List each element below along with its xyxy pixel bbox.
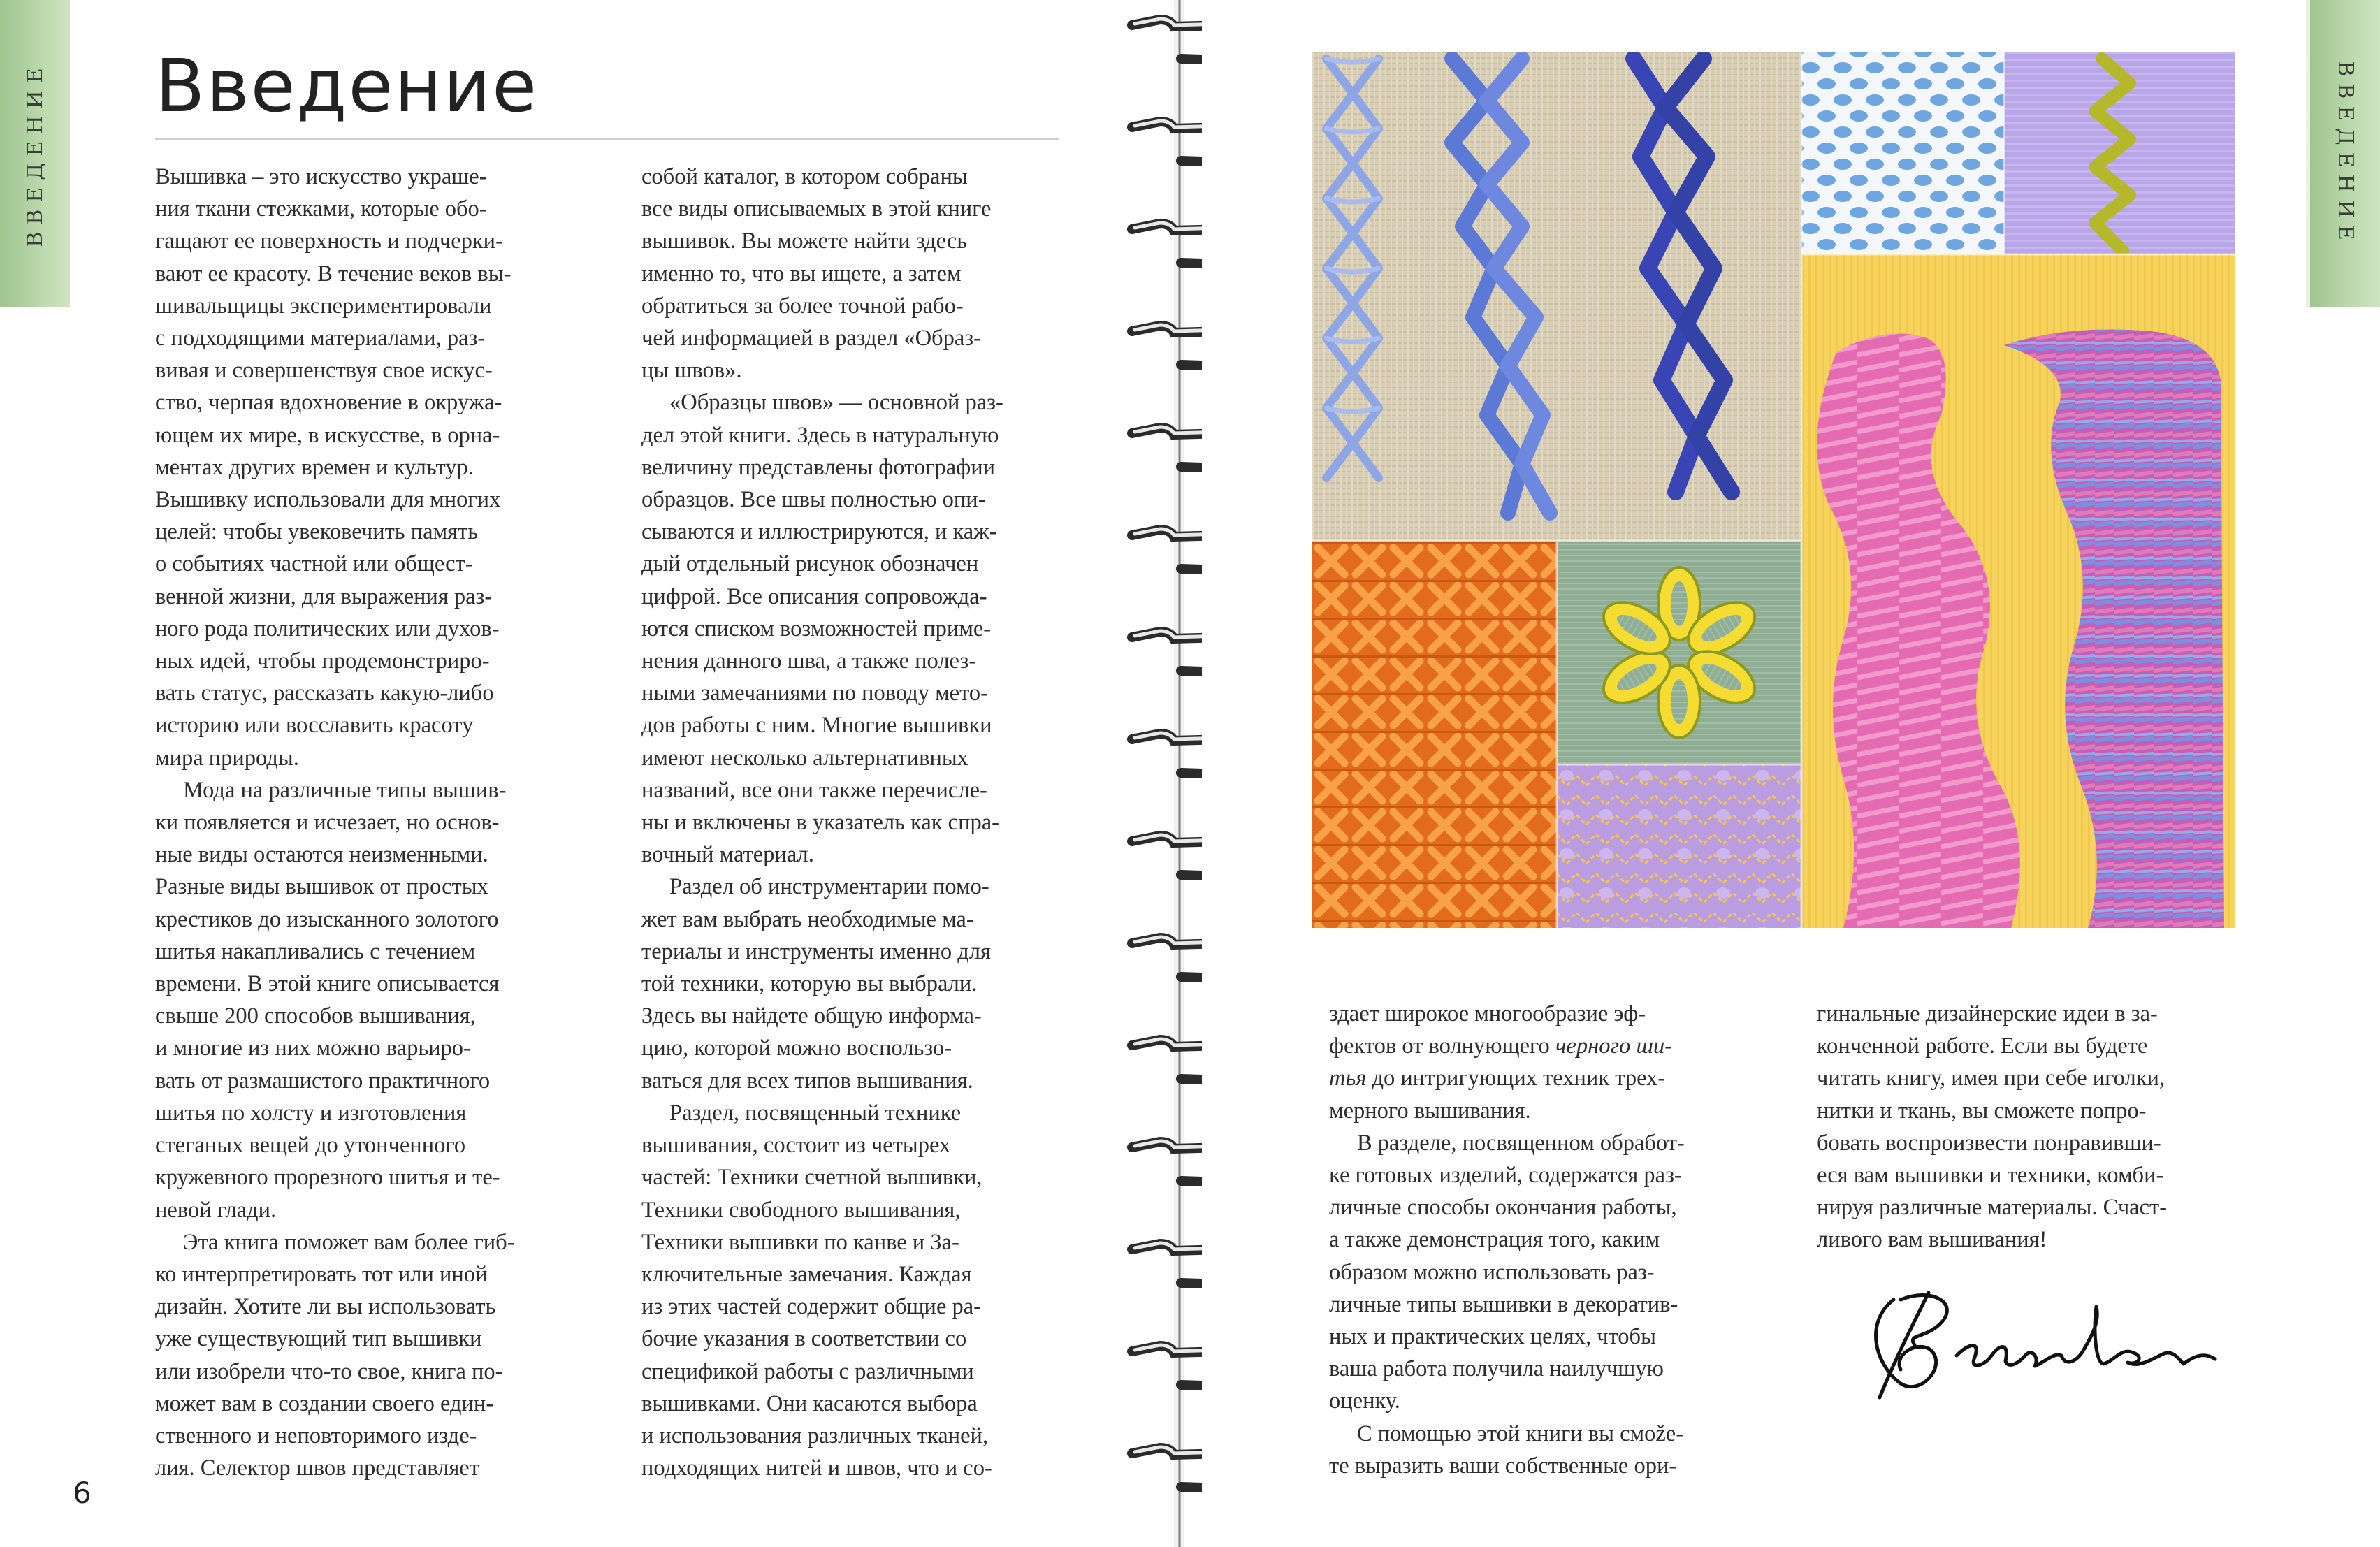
italic-term: черного ши- тья [1329, 1033, 1673, 1091]
paragraph: Мода на различные типы вышив- ки появляется и исчезает, но основ- ные виды остаются неизменными. Разные виды вышивок от простых крестиков до изысканного золотого шитья накапливались с течением времени. В этой книге описывается свыше 200 способов вышивания, и многие из них можно варьиро- вать от размашистого практичного шитья по холсту и изготовления стеганых вещей до утонченного кружевного прорезного шитья и те- невой глади. [155, 777, 507, 1223]
section-tab-label: ВВЕДЕНИЕ [22, 60, 48, 247]
paragraph [1329, 998, 1769, 1127]
paragraph: Раздел об инструментарии помо- жет вам выбрать необходимые ма- териалы и инструменты именно для той техники, которую вы выбрали. Здесь вы найдете общую информа- цию, которой можно воспользо- ваться для всех типов вышивания. [641, 874, 991, 1094]
section-tab-label: ВВЕДЕНИЕ [2332, 60, 2358, 247]
paragraph: «Образцы швов» — основной раз- дел этой книги. Здесь в натуральную величину представлены фотографии образцов. Все швы полностью опи- сываются и иллюстрируются, и каж- дый отдельный рисунок обозначен цифрой. Все описания сопровожда- ются списком возможностей приме- нения данного шва, а также полез- ными замечаниями по поводу мето- дов работы с ним. Многие вышивки имеют несколько альтернативных названий, все они также перечисле- ны и включены в указатель как спра- вочный материал. [641, 390, 1003, 868]
text-column-1 [155, 161, 588, 1484]
paragraph: гинальные дизайнерские идеи в за- конченной работе. Если вы будете читать книгу, имея при себе иголки, нитки и ткань, вы сможете попро- бовать воспроизвести понравивши- еся вам вышивки и техники, комби- нируя различные материалы. Счаст- ливого вам вышивания! [1817, 1001, 2168, 1253]
paragraph: собой каталог, в котором собраны все виды описываемых в этой книге вышивок. Вы можете найти здесь именно то, что вы ищете, а затем обратиться за более точной рабо- чей информацией в раздел «Образ- цы швов». [641, 164, 992, 384]
page-title: Введение [155, 43, 539, 129]
title-divider [155, 138, 1059, 140]
text-column-3 [1329, 998, 1769, 1482]
author-signature [1852, 1279, 2257, 1411]
page-number-left: 6 [73, 1476, 92, 1510]
text-column-4 [1817, 998, 2264, 1256]
section-tab-right [2310, 0, 2380, 307]
paragraph: Эта книга поможет вам более гиб- ко интерпретировать тот или иной дизайн. Хотите ли вы использовать уже существующий тип вышивки или изобрели что-то свое, книга по- может вам в создании своего един- ственного и неповторимого изде- лия. Селектор швов представляет [155, 1229, 515, 1481]
paragraph: С помощью этой книги вы смože- те выразить ваши собственные ори- [1329, 1421, 1684, 1479]
paragraph: Вышивка – это искусство украше- ния ткани стежками, которые обо- гащают ее поверхность и подчерки- вают ее красоту. В течение веков вы- шивальщицы экспериментировали с подходящими материалами, раз- вивая и совершенствуя свое искус- ство, черпая вдохновение в окружа- ющем их мире, в искусстве, в орна- ментах других времен и культур. Вышивку использовали для многих целей: чтобы увековечить память о событиях частной или общест- венной жизни, для выражения раз- ного рода политических или духов- ных идей, чтобы продемонстриро- вать статус, рассказать какую-либо историю или восславить красоту мира природы. [155, 164, 511, 771]
paragraph: В разделе, посвященном обработ- ке готовых изделий, содержатся раз- личные способы окончания работы, а также демонстрация того, каким образом можно использовать раз- личные типы вышивки в декоратив- ных и практических целях, чтобы ваша работа получила наилучшую оценку. [1329, 1130, 1685, 1414]
section-tab-left [0, 0, 70, 307]
paragraph: Раздел, посвященный технике вышивания, состоит из четырех частей: Техники счетной вышивки, Техники свободного вышивания, Техники вышивки по канве и За- ключительные замечания. Каждая из этих частей содержит общие ра- бочие указания в соответствии со спецификой работы с различными вышивками. Они касаются выбора и использования различных тканей, подходящих нитей и швов, что и со- [641, 1100, 992, 1481]
text-run: здает широкое многообразие эф- фектов от волнующего [1329, 1001, 1646, 1059]
embroidery-sample-photo [1312, 52, 2235, 928]
text-column-2 [641, 161, 1075, 1484]
text-run: до интригующих техник трех- мерного вышивания. [1329, 1066, 1666, 1124]
left-page [0, 0, 1160, 1547]
